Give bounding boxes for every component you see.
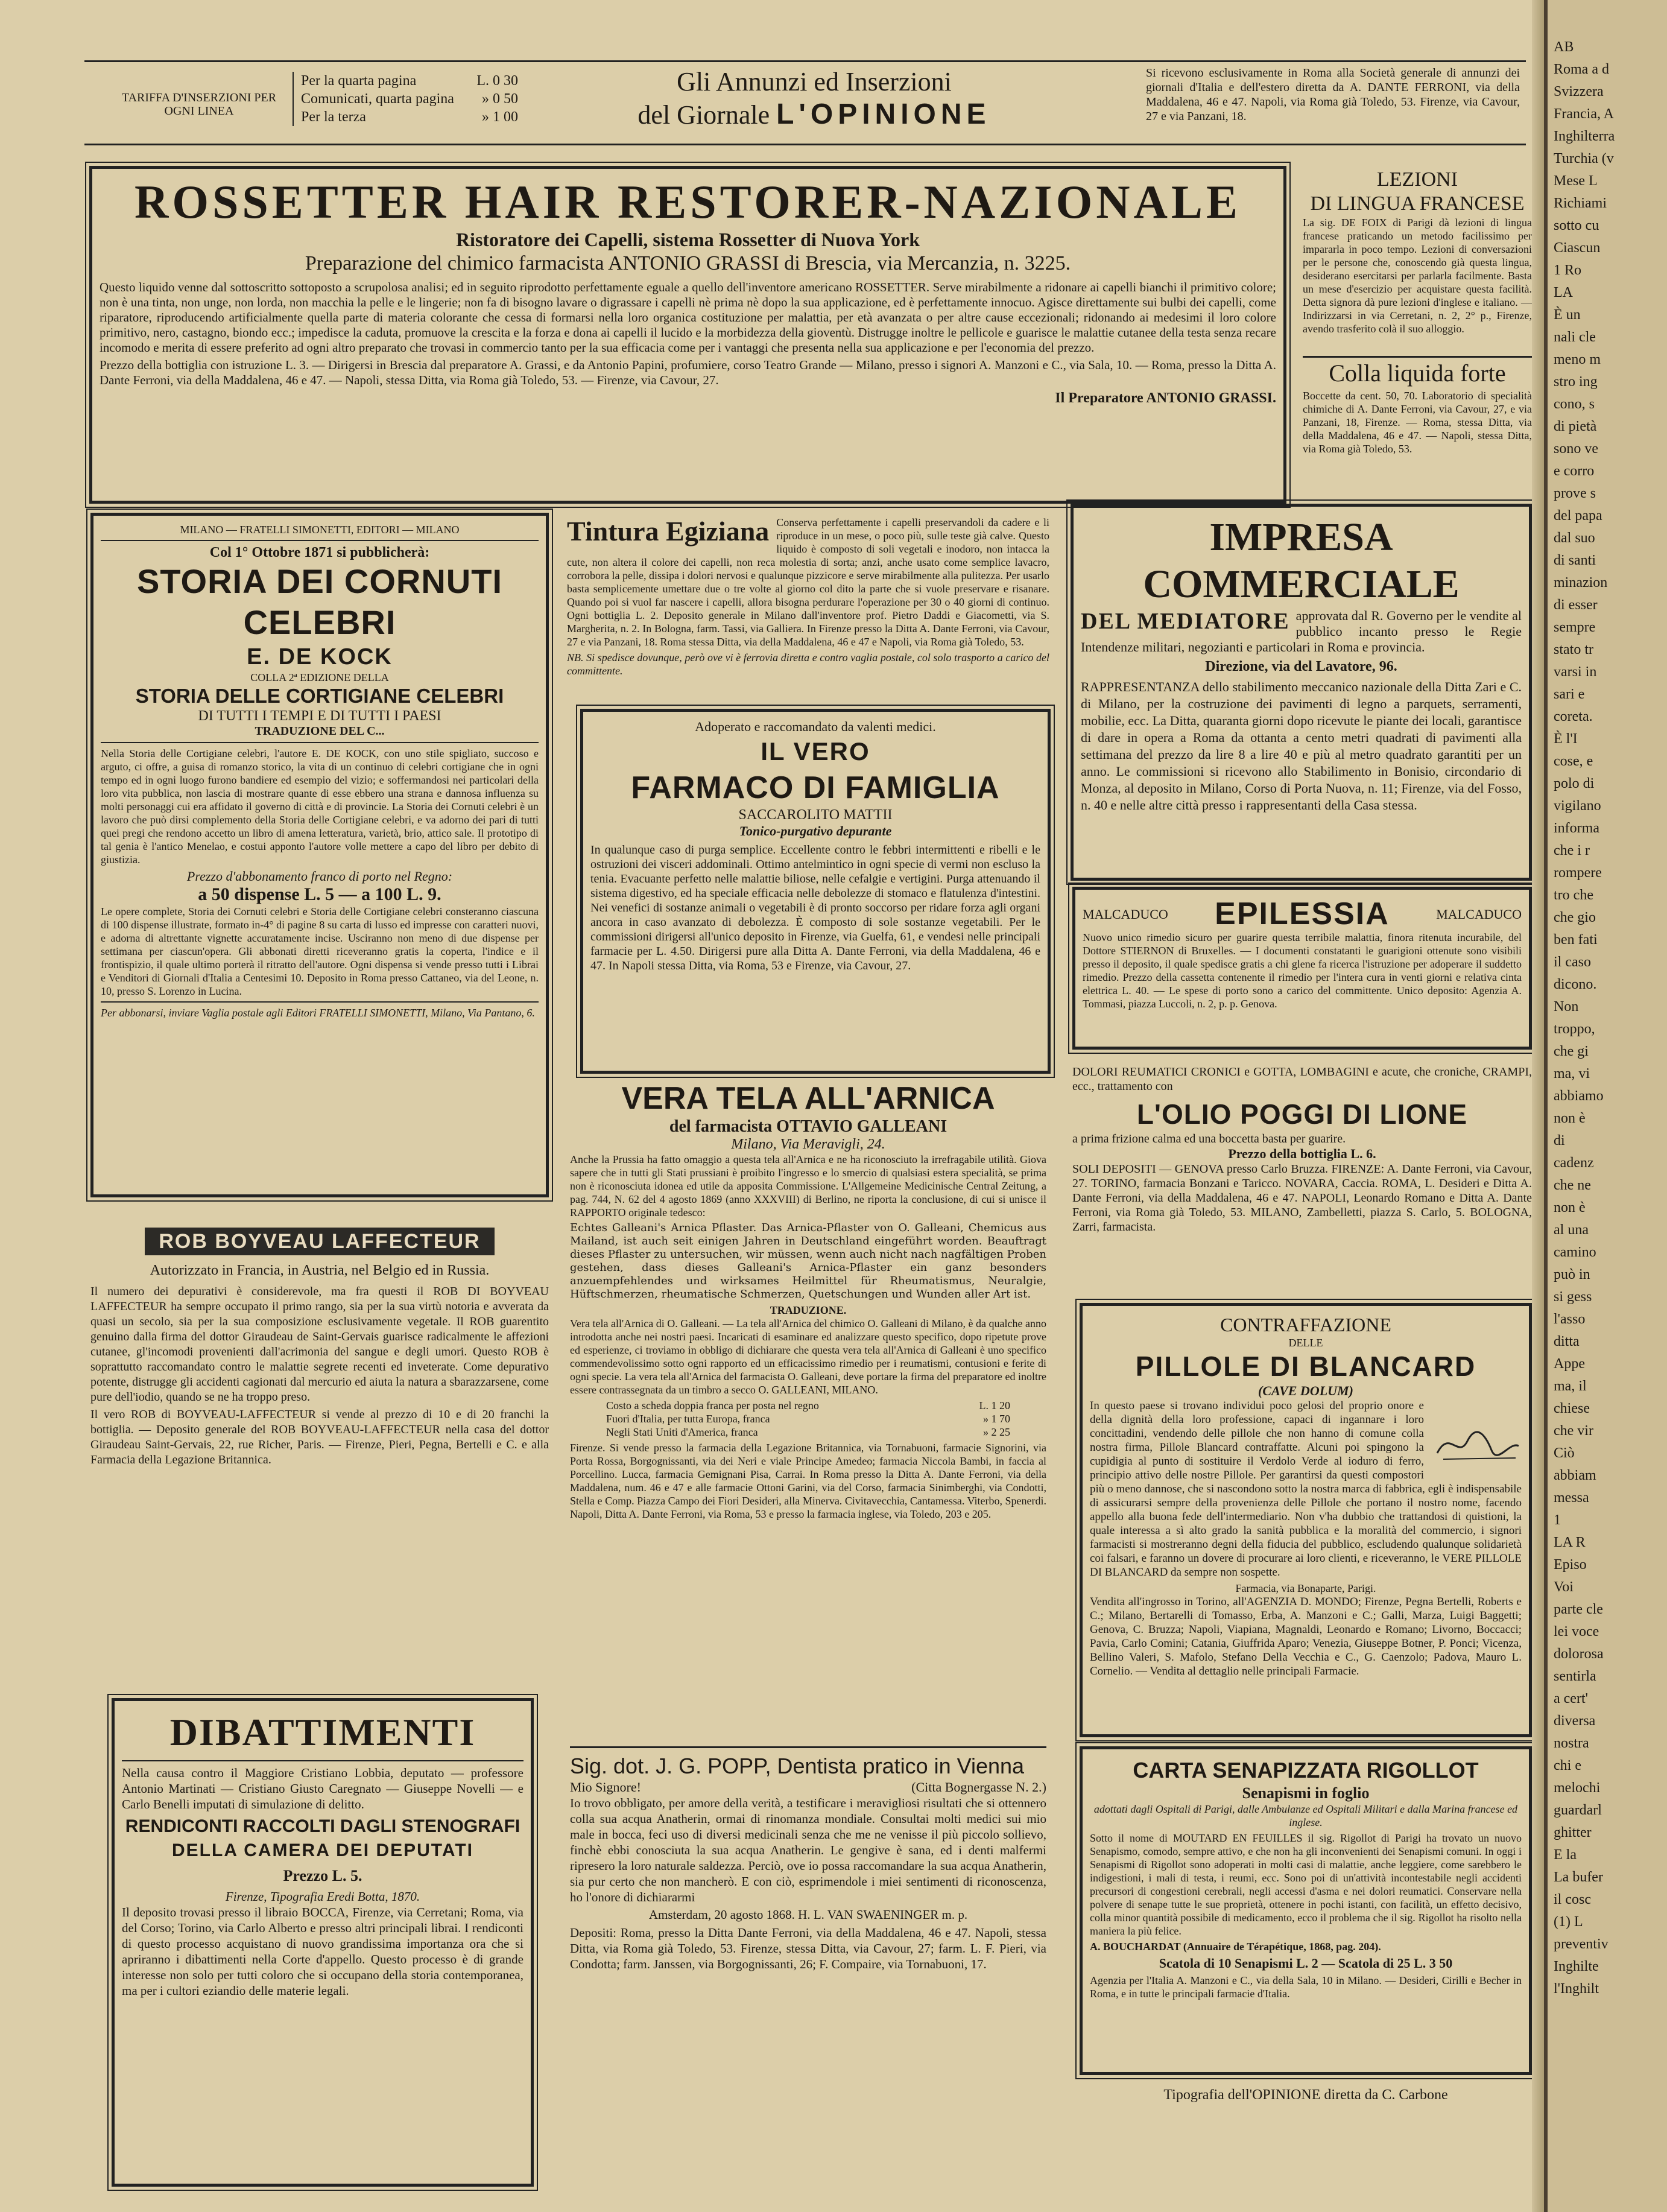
strip-line: il caso [1554, 954, 1591, 970]
impresa-del-row [1081, 608, 1522, 655]
rossetter-subtitle: Ristoratore dei Capelli, sistema Rossetter di Nuova York [455, 229, 920, 250]
page-fold [1532, 0, 1545, 2212]
strip-line: cadenz [1554, 1155, 1594, 1171]
arnica-costs [606, 1399, 1010, 1439]
strip-line: chi e [1554, 1758, 1581, 1773]
cornuti-body: Nella Storia delle Cortigiane celebri, l'autore E. DE KOCK, con uno stile spigliato, succoso e arguto, ci offre, a guisa di romanzo storico, la vita di un continuo di celebri cortigiane che in ogni tempo ed in ogni luogo furono bandiere ed esempio del vizio; e soffermandosi nei particolari della loro vita pubblica, non lascia di mostrare quante di esse ebbero una strana e dannosa influenza su molti personaggi cui era affidato il governo di città e di provincie. La Storia dei Cornuti celebri è un lavoro che può dirsi complemento della Storia delle Cortigiane celebri, e va adorno dei pari di tutti quei pregi che rendono accetto un libro di amena letteratura, varietà, brio, attico sale. Il prototipo di tal genia è l'antico Menelao, e costui apponto l'autore volle mettere a capo del libro per debito di giustizia. [101, 747, 539, 866]
strip-line: di santi [1554, 553, 1596, 568]
arnica-body: Anche la Prussia ha fatto omaggio a questa tela all'Arnica e ne ha riconosciuto la irrefragabile utilità. Giova sapere che in tutti gli Stati prussiani è proibito l'ingresso e lo smercio di qualsiasi estera specialità, se prima non è riconosciuta idonea ed utile da apposita Commissione. L'Allgemeine Medicinische Central Zeitung, a pag. 744, N. 62 del 4 agosto 1869 (anno XXXVIII) di Berlino, ne riporta la conclusione, di cui si unisce il RAPPORTO originale tedesco: [570, 1153, 1046, 1219]
strip-line: LA R [1554, 1535, 1586, 1550]
farmaco-maker: SACCAROLITO MATTII [738, 807, 893, 823]
impresa-del: DEL MEDIATORE [1081, 609, 1290, 634]
cost-row: Costo a scheda doppia franca per posta nel regno L. 1 20 [606, 1399, 1010, 1412]
strip-line: informa [1554, 820, 1599, 836]
strip-line: di pietà [1554, 419, 1597, 434]
impresa-title: IMPRESA COMMERCIALE [1143, 515, 1460, 606]
strip-line: Non [1554, 999, 1579, 1015]
cornuti-traduzione: TRADUZIONE DEL C... [255, 724, 385, 738]
lezioni-subtitle: DI LINGUA FRANCESE [1310, 192, 1525, 215]
arnica-title: VERA TELA ALL'ARNICA [621, 1081, 995, 1116]
lezioni-ad [1303, 168, 1532, 349]
arnica-german: Echtes Galleani's Arnica Pflaster. Das Arnica-Pflaster von O. Galleani, Chemicus aus Mailand, ist auch seit einigen Jahren in Deutschland eingeführt worden. Beauftragt dieses Pflaster zu untersuchen, wir müssen, wenn auch nicht nach nagfältigen Proben gestehen, dass dieses Galleani's Arnica-Pflaster ein ganz besonders anzuempfehlendes und wirksames Heilmittel für Rheumatismus, Neuralgie, Hüftschmerzen, rheumatische Schmerzen, Quetschungen und Wunden aller Art ist. [570, 1222, 1046, 1301]
impresa-body: RAPPRESENTANZA dello stabilimento meccanico nazionale della Ditta Zari e C. di Milano, per la costruzione dei pavimenti di legno a parquets, serramenti, mobilie, ecc. La Ditta, quaranta giorni dopo ricevute le piante dei locali, garantisce di dare in opera a Roma da ottanta a cento metri quadrati di pavimenti alla settimana del prezzo da lire 8 a lire 40 e più al metro quadrato garantiti per un anno. Le commissioni si ricevono allo Stabilimento in Bonisio, circondario di Monza, al deposito in Milano, Corso di Porta Nuova, n. 11; Firenze, via del Fosso, n. 40 e nelle altre città presso i rappresentanti della Casa stessa. [1081, 679, 1522, 813]
strip-line: dolorosa [1554, 1646, 1604, 1662]
strip-line: E la [1554, 1847, 1577, 1863]
strip-line: Turchia (v [1554, 151, 1614, 166]
farmaco-top: Adoperato e raccomandato da valenti medici. [695, 719, 936, 734]
rossetter-title: ROSSETTER HAIR RESTORER-NAZIONALE [134, 176, 1241, 228]
arnica-firenze: Firenze. Si vende presso la farmacia della Legazione Britannica, via Tornabuoni, farmacie Signorini, via Porta Rossa, Borgognissanti, via dei Neri e viale Principe Amedeo; farmacia Niccola Bambi, in faccia al Porcellino. Lucca, farmacia Gemignani Pisa, Carrai. In Roma presso la Ditta A. Dante Ferroni, via della Maddalena, num. 46 e 47 e alle farmacie Ottoni Garini, via del Corso, farmacia Sinimberghi, via Condotti, Stella e Comp. Piazza Campo dei Fiori Desideri, alla Minerva. Civitavecchia, Cantamessa. Viterbo, Spenerdi. Napoli, Ditta A. Dante Ferroni, via Roma, 53 e presso la farmacia inglese, via Toledo, 203 e 205. [570, 1442, 1046, 1520]
next-page-edge [1544, 0, 1667, 2212]
strip-line: sono ve [1554, 441, 1598, 457]
strip-line: meno m [1554, 352, 1601, 367]
strip-line: si gess [1554, 1289, 1592, 1305]
popp-addr: (Citta Bognergasse N. 2.) [911, 1779, 1046, 1795]
strip-line: ditta [1554, 1334, 1580, 1349]
cornuti-price-label: Prezzo d'abbonamento franco di porto nel Regno: [186, 869, 453, 884]
strip-line: abbiam [1554, 1468, 1596, 1483]
cornuti-title3: DI TUTTI I TEMPI E DI TUTTI I PAESI [198, 708, 441, 724]
strip-line: Ciascun [1554, 240, 1601, 256]
strip-line: di [1554, 1133, 1565, 1149]
senapizzata-agency: Agenzia per l'Italia A. Manzoni e C., via della Sala, 10 in Milano. — Desideri, Cirilli e Becher in Roma, e in tutte le principali farmacie d'Italia. [1090, 1974, 1522, 2000]
strip-line: ghitter [1554, 1825, 1592, 1840]
rob-price: Il vero ROB di BOYVEAU-LAFFECTEUR si vende al prezzo di 10 e di 20 franchi la bottiglia. — Deposito generale del ROB BOYVEAU-LAFFECTEUR nella casa del dottor Giraudeau Saint-Gervais, 22, rue Richer, Paris. — Firenze, Pieri, Pegna, Bertelli e C. e alla Farmacia della Legazione Britannica. [90, 1408, 549, 1466]
farmaco-sub: Tonico-purgativo depurante [739, 823, 892, 838]
farmaco-title: FARMACO DI FAMIGLIA [631, 770, 1000, 805]
strip-line: coreta. [1554, 709, 1593, 724]
strip-line: e corro [1554, 463, 1595, 479]
strip-line: stato tr [1554, 642, 1593, 658]
strip-line: nali cle [1554, 329, 1596, 345]
strip-line: lei voce [1554, 1624, 1599, 1640]
strip-line: Appe [1554, 1356, 1585, 1372]
arnica-sub: del farmacista OTTAVIO GALLEANI [669, 1117, 947, 1136]
popp-body: Io trovo obbligato, per amore della verità, a testificare i meravigliosi risultati che si ottennero colla sua acqua Anatherin, ormai di rinomanza mondiale. Consultai molti medici sui mio male in bocca, feci uso di diversi medicinali senza che me ne venisse il più piccolo sollievo, finchè ebbi conosciuta la sua acqua Anatherin. Le gengive è sana, ed i denti malfermi ripresero la loro naturale saldezza. Perciò, ove io possa raccomandare la sua acqua Anatherin, sia pur certo che non mancherò. E con ciò, esprimendole i miei sentimenti di riconoscenza, ho l'onore di dichiararmi [570, 1796, 1046, 1904]
strip-line: Inghilte [1554, 1959, 1599, 1974]
strip-line: polo di [1554, 776, 1595, 791]
strip-line: l'asso [1554, 1311, 1586, 1327]
strip-line: stro ing [1554, 374, 1598, 390]
blancard-top: CONTRAFFAZIONE [1220, 1314, 1391, 1336]
lezioni-title: LEZIONI [1376, 168, 1458, 191]
popp-title: Sig. dot. J. G. POPP, Dentista pratico in Vienna [570, 1754, 1025, 1778]
strip-line: dicono. [1554, 977, 1597, 992]
senapizzata-sub: Senapismi in foglio [1242, 1784, 1370, 1802]
strip-line: minazion [1554, 575, 1608, 591]
blancard-title: PILLOLE DI BLANCARD [1135, 1351, 1476, 1382]
strip-line: del papa [1554, 508, 1602, 524]
popp-sign: Amsterdam, 20 agosto 1868. H. L. VAN SWAENINGER m. p. [648, 1907, 968, 1922]
poggi-price: Prezzo della bottiglia L. 6. [1228, 1146, 1376, 1161]
strip-line: non è [1554, 1200, 1586, 1215]
epilessia-body: Nuovo unico rimedio sicuro per guarire questa terribile malattia, finora ritenuta incurabile, del Dottore STIERNON di Bruxelles. — I documenti constatanti le guarigioni ottenute sono visibili presso il deposito, il quale spedisce gratis a chi glene fa ricerca l'istruzione per adoperare il suddetto rimedio. Prezzo della cassetta contenente il rimedio per l'intera cura in venti giorni e relativa cinta elettrica L. 40. — Le spese di porto sono a carico del committente. Unico deposito: Agenzia A. Tommasi, piazza Luccoli, n. 2, p. p. Genova. [1083, 931, 1522, 1010]
rossetter-ad [89, 166, 1286, 504]
popp-greet: Mio Signore! [570, 1779, 641, 1795]
dibattimenti-ad [112, 1698, 534, 2187]
rates-table [293, 72, 518, 126]
blancard-ad [1080, 1303, 1532, 1737]
strip-line: Svizzera [1554, 84, 1604, 100]
strip-line: non è [1554, 1111, 1586, 1126]
cornuti-author: E. DE KOCK [247, 644, 393, 670]
strip-line: sentirla [1554, 1669, 1596, 1684]
strip-line: prove s [1554, 486, 1596, 501]
rate-row: Comunicati, quarta pagina » 0 50 [301, 91, 518, 107]
dibattimenti-firenze: Firenze, Tipografia Eredi Botta, 1870. [225, 1889, 420, 1904]
cornuti-ad [90, 513, 549, 1197]
strip-line: (1) L [1554, 1914, 1583, 1930]
impresa-direzione: Direzione, via del Lavatore, 96. [1205, 659, 1397, 674]
epilessia-right: MALCADUCO [1436, 907, 1522, 922]
strip-line: cose, e [1554, 753, 1593, 769]
strip-line: diversa [1554, 1713, 1596, 1729]
tintura-ad [567, 516, 1049, 697]
rossetter-body: Questo liquido venne dal sottoscritto sottoposto a scrupolosa analisi; ed in seguito riprodotto perfettamente eguale a quello dell'inventore americano ROSSETTER. Serve mirabilmente a ridonare ai capelli bianchi il primitivo colore; non è una tinta, non unge, non lorda, non macchia la pelle e le lingerie; non fa di bisogno lavare o digrassare i capelli nè prima nè dopo la sua applicazione, ed è perfettamente innocuo. Agisce direttamente sui bulbi dei capelli, come riparatore, riproducendo artificialmente quella parte di materia colorante che cessa di formarsi nella loro organica costituzione per malattia, per età avanzata o per altre cause eccezionali; ridonando ai medesimi il loro colore primitivo, nero, castagno, biondo ecc.; impedisce la caduta, promuove la crescita e la forza e dona ai capelli il lucido e la morbidezza della gioventù. Distrugge inoltre le pellicole e guarisce le malattie cutanee della testa senza recare incomodo e merita di essere preferito ad ogni altro preparato che trovasi in commercio tanto per la sua efficacia come per i vantaggi che presenta nella sua applicazione e per l'economia del prezzo. [100, 280, 1276, 355]
tintura-body: Conserva perfettamente i capelli preservandoli da cadere e li riproduce in un mese, o poco più, sulle teste già calve. Questo liquido è composto di soli vegetali e inodoro, non intacca la cute, non altera il colore dei capelli, non reca molestia di sorta; anzi, anche usato come semplice lavacro, corrobora la pelle, dissipa i dolori nervosi e qualunque pizzicore e serve mirabilmente alla pulitezza. Per usarlo basta semplicemente umettare due o tre volte al giorno col dito la parte che si vuole preservare e risanare. Quando poi si vuol far nascere i capelli, allora bisogna perdurare l'operazione per 30 o 40 giorni di continuo. Ogni bottiglia L. 2. Deposito generale in Milano dall'inventore prof. Pietro Daddi e Giacometti, via S. Margherita, n. 2. In Bologna, farm. Tassi, via Galliera. In Firenze presso la Ditta A. Dante Ferroni, via Cavour, 27 e via Panzani, 18. Roma stessa Ditta, via della Maddalena, 46 e 47 e Napoli, via Roma già Toledo, 53. [567, 516, 1049, 648]
dibattimenti-title: DIBATTIMENTI [169, 1711, 476, 1754]
strip-line: melochi [1554, 1780, 1601, 1796]
strip-line: può in [1554, 1267, 1590, 1282]
epilessia-ad [1072, 887, 1532, 1050]
strip-line: messa [1554, 1490, 1589, 1506]
dibattimenti-prezzo: Prezzo L. 5. [283, 1867, 362, 1884]
popp-greet-row [570, 1779, 1046, 1795]
strip-line: 1 Ro [1554, 262, 1582, 278]
header-title-line1: Gli Annunzi ed Inserzioni [677, 67, 952, 97]
dibattimenti-rendiconti: RENDICONTI RACCOLTI DAGLI STENOGRAFI [125, 1816, 520, 1836]
poggi-sub: a prima frizione calma ed una boccetta basta per guarire. [1072, 1132, 1346, 1146]
senapizzata-cite: A. BOUCHARDAT (Annuaire de Térapétique, 1868, pag. 204). [1090, 1941, 1381, 1953]
blancard-signature [1431, 1423, 1522, 1465]
strip-line: dal suo [1554, 530, 1595, 546]
strip-line: sempre [1554, 620, 1596, 635]
blancard-farmacia: Farmacia, via Bonaparte, Parigi. [1235, 1582, 1376, 1594]
strip-line: chiese [1554, 1401, 1590, 1416]
impresa-approved: approvata dal R. Governo per le vendite al pubblico incanto presso le Regie Intendenze militari, negozianti e particolari in Roma e provincia. [1081, 608, 1522, 654]
strip-line: che ne [1554, 1177, 1591, 1193]
strip-line: ma, il [1554, 1378, 1587, 1394]
strip-line: La bufer [1554, 1869, 1603, 1885]
colla-ad [1303, 356, 1532, 509]
strip-line: a cert' [1554, 1691, 1588, 1707]
senapizzata-title: CARTA SENAPIZZATA RIGOLLOT [1133, 1758, 1479, 1783]
arnica-trad: Vera tela all'Arnica di O. Galleani. — La tela all'Arnica del chimico O. Galleani di Milano, è da qualche anno introdotta anche nei nostri paesi. Incaricati di esaminare ed analizzare questo specifico, dopo ripetute prove ed esperienze, ci troviamo in obbligo di dichiarare che questa vera tela all'Arnica di Galleani è uno specifico commendevolissimo sotto ogni rapporto ed un efficacissimo rimedio per i reumatismi, contusioni e ferite di ogni specie. La vera tela all'Arnica del farmacista O. Galleani, deve portare la firma del preparatore ed inoltre essere contrassegnata da un timbro a secco O. GALLEANI, MILANO. [570, 1317, 1046, 1396]
rob-title: ROB BOYVEAU LAFFECTEUR [145, 1228, 495, 1255]
senapizzata-body: Sotto il nome di MOUTARD EN FEUILLES il sig. Rigollot di Parigi ha trovato un nuovo Senapismo, comodo, sempre attivo, e che non ha gli inconvenienti dei Senapismi comuni. In oggi i Senapismi di Rigollot sono adoperati in molti casi di malattie, anche leggiere, come sarebbero le indigestioni, i mali di testa, i reumi, ecc. Sono poi di un'attività incontestabile negli accidenti precursori di congestioni cerebrali, negli accessi d'asma e nei dolori reumatici. Conservare nella polvere di senape tutte le sue proprietà, ottenere in pochi istanti, con facilità, un effetto decisivo, colla minor quantità possibile di medicamento, ecco il problema che il sig. Rigollot ha risolto nella maniera la più felice. [1090, 1832, 1522, 1937]
farmaco-il-vero: IL VERO [761, 737, 870, 765]
strip-line: LA [1554, 285, 1573, 300]
strip-line: tro che [1554, 887, 1593, 903]
strip-line: sari e [1554, 686, 1585, 702]
strip-line: AB [1554, 39, 1574, 55]
poggi-body: SOLI DEPOSITI — GENOVA presso Carlo Bruzza. FIRENZE: A. Dante Ferroni, via Cavour, 27. TORINO, farmacia Bonzani e Taricco. NOVARA, Caccia. ROMA, L. Desideri e Ditta A. Dante Ferroni, via della Maddalena, 46 e 47. NAPOLI, Leonardo Romano e Ditta A. Dante Ferroni, via Roma già Toledo, 53. MILANO, Zambelletti, piazza S. Carlo, 5. BOLOGNA, Zarri, farmacista. [1072, 1162, 1532, 1234]
colla-title: Colla liquida forte [1329, 360, 1506, 387]
strip-line: rompere [1554, 865, 1602, 881]
senapizzata-price: Scatola di 10 Senapismi L. 2 — Scatola di 25 L. 3 50 [1159, 1956, 1453, 1971]
strip-line: È un [1554, 307, 1581, 323]
strip-line: cono, s [1554, 396, 1595, 412]
strip-line: varsi in [1554, 664, 1597, 680]
strip-line: Voi [1554, 1579, 1574, 1595]
strip-line: Mese L [1554, 173, 1598, 189]
rossetter-price: Prezzo della bottiglia con istruzione L. 3. — Dirigersi in Brescia dal preparatore A. Grassi, e da Antonio Papini, profumiere, corso Teatro Grande — Milano, presso i signori A. Manzoni e C., via Sala, 10. — Roma, presso la Ditta A. Dante Ferroni, via della Maddalena, 46 e 47. — Napoli, stessa Ditta, via Roma già Toledo, 53. — Firenze, via Cavour, 27. [100, 358, 1276, 387]
header-title-line2: del Giornale L'OPINIONE [637, 98, 991, 130]
poggi-title: L'OLIO POGGI DI LIONE [1136, 1098, 1468, 1130]
blancard-body: In questo paese si trovano individui poco gelosi del proprio onore e della dignità della loro professione, capaci di ingannare i loro concittadini, vendendo delle pillole che non hanno di comune colla nostra firma, Pillole Blancard contraffatte. Alcuni poi spingono la cupidigia al punto di sostituire il Verdolo Verde al ioduro di ferro, principio attivo delle nostre Pillole. Per garantirsi da questi compostori più o meno dannose, che si nascondono sotto la nostra marca di fabbrica, egli è indispensabile di assicurarsi sempre della provenienza delle Pillole che portano il nostro nome, facendo appello alla buona fede dell'intermediario. Non v'ha dubbio che trattandosi di quistioni, la quale interessa a sì alto grado la sanità pubblica e la moralità del commercio, i signori farmacisti si mostreranno degni della fiducia del pubblico, escludendo qualunque solidarietà coi falsari, e faranno un dovere di procurare ai loro clienti, e riceveranno, le VERE PILLOLE DI BLANCARD da sempre non sospette. [1090, 1399, 1522, 1579]
strip-line: guardarl [1554, 1802, 1602, 1818]
impresa-ad [1071, 504, 1532, 881]
paper-name: L'OPINIONE [776, 98, 991, 130]
rob-body: Il numero dei depurativi è considerevole, ma fra questi il ROB DI BOYVEAU LAFFECTEUR ha sempre occupato il primo rango, sia per la sua virtù notoria e avverata da quasi un secolo, sia per la sua composizione esclusivamente vegetale. Il ROB guarentito genuino dalla firma del dottor Giraudeau de Saint-Gervais guarisce radicalmente le affezioni cutanee, gl'incomodi provenienti dall'acrimonia del sangue e degli umori. Questo ROB è soprattutto raccomandato contro le malattie segrete recenti ed inveterate. Come depurativo potente, distrugge gli accidenti cagionati dal mercurio ed aiuta la natura a sbarazzarsene, come pure dell'iodio, quando se ne ha troppo preso. [90, 1285, 549, 1404]
strip-line: È l'I [1554, 731, 1578, 747]
strip-line: troppo, [1554, 1021, 1595, 1037]
strip-line: l'Inghilt [1554, 1981, 1599, 1997]
header-title [531, 66, 1098, 132]
strip-line: abbiamo [1554, 1088, 1604, 1104]
blancard-delle: DELLE [1288, 1337, 1323, 1349]
strip-line: al una [1554, 1222, 1589, 1238]
rate-row: Per la quarta pagina L. 0 30 [301, 73, 518, 89]
strip-line: Episo [1554, 1557, 1587, 1573]
dibattimenti-body: Il deposito trovasi presso il libraio BOCCA, Firenze, via Cerretani; Roma, via del Corso; Torino, via Carlo Alberto e presso altri principali librai. I rendiconti di questo processo acquistano di nuovo grandissima importanza ora che si apriranno i dibattimenti nella Corte d'appello. Questo processo è di grande interesse non solo per tutti coloro che si occupano della storia contemporanea, ma per i cultori eziandio delle materie legali. [122, 1905, 524, 1998]
strip-line: parte cle [1554, 1602, 1603, 1617]
tintura-nb: NB. Si spedisce dovunque, però ove vi è ferrovia diretta e contro vaglia postale, col solo trasporto a carico del committente. [567, 651, 1049, 677]
lezioni-body: La sig. DE FOIX di Parigi dà lezioni di lingua francese praticando un metodo facilissimo per impararla in poco tempo. Lezioni di conversazioni per le persone che, conoscendo già questa lingua, desiderano esercitarsi per parlarla facilmente. Basta un mese d'esercizio per acquistare questa facilità. Detta signora dà pure lezioni d'inglese e italiano. — Indirizzarsi in via Cerretani, n. 2, 2° p., Firenze, avendo trasferito colà il suo alloggio. [1303, 217, 1532, 335]
strip-line: di esser [1554, 597, 1598, 613]
strip-line: che gio [1554, 910, 1596, 925]
farmaco-ad [580, 709, 1051, 1074]
cornuti-title2: STORIA DELLE CORTIGIANE CELEBRI [135, 685, 504, 707]
dibattimenti-intro: Nella causa contro il Maggiore Cristiano Lobbia, deputato — professore Antonio Martinati — Cristiano Giusto Caregnato — Giuseppe Novelli — e Carlo Benelli imputati di simulazione di delitto. [122, 1766, 524, 1811]
rob-auth: Autorizzato in Francia, in Austria, nel Belgio ed in Russia. [150, 1263, 490, 1278]
strip-line: preventiv [1554, 1936, 1608, 1952]
cornuti-date: Col 1° Ottobre 1871 si pubblicherà: [209, 545, 430, 560]
strip-line: Francia, A [1554, 106, 1614, 122]
rate-row: Per la terza » 1 00 [301, 109, 518, 125]
strip-line: Ciò [1554, 1445, 1575, 1461]
strip-line: nostra [1554, 1735, 1589, 1751]
poggi-top: DOLORI REUMATICI CRONICI e GOTTA, LOMBAGINI e acute, che croniche, CRAMPI, ecc., trattamento con [1072, 1065, 1532, 1093]
strip-line: sotto cu [1554, 218, 1599, 233]
printer-footer: Tipografia dell'OPINIONE diretta da C. Carbone [1163, 2087, 1448, 2103]
strip-line: che i r [1554, 843, 1590, 858]
blancard-sub: (CAVE DOLUM) [1258, 1383, 1353, 1398]
cornuti-title: STORIA DEI CORNUTI CELEBRI [136, 562, 503, 641]
rob-ad [90, 1228, 549, 1677]
strip-line: 1 [1554, 1512, 1561, 1528]
cornuti-body2: Le opere complete, Storia dei Cornuti celebri e Storia delle Cortigiane celebri consteranno ciascuna di 100 dispense illustrate, formato in-4° di pagine 8 su carta di lusso ed impresse con caratteri nuovi, e adorna di altrettante vignette accuratamente incise. Usciranno non meno di due dispense per settimana per ciascun'opera. Gli abbonati diretti riceveranno gratis la coperta, l'indice e il frontispizio, il quale ultimo porterà il ritratto dell'autore. Ogni dispensa si vende presso tutti i Librai e Venditori di Giornali d'Italia a Centesimi 10. Deposito in Roma presso Cattaneo, via del Leone, n. 10, presso S. Lorenzo in Lucina. [101, 905, 539, 997]
popp-depositi: Depositi: Roma, presso la Ditta Dante Ferroni, via della Maddalena, 46 e 47. Napoli, stessa Ditta, via Roma già Toledo, 53. Firenze, stessa Ditta, via Cavour, 27; farm. L. F. Pieri, via Condotta; farm. Janssen, via Borgognissanti, 26; F. Compaire, via Tornabuoni, 17. [570, 1925, 1046, 1971]
epilessia-left: MALCADUCO [1083, 907, 1168, 922]
next-page-fragments [1548, 0, 1667, 2000]
strip-line: ben fati [1554, 932, 1598, 948]
rossetter-prep: Preparazione del chimico farmacista ANTONIO GRASSI di Brescia, via Mercanzia, n. 3225. [305, 252, 1071, 274]
strip-line: camino [1554, 1244, 1596, 1260]
tintura-title: Tintura Egiziana [567, 516, 770, 547]
strip-line: Inghilterra [1554, 128, 1615, 144]
poggi-ad [1072, 1065, 1532, 1294]
strip-line: Richiami [1554, 195, 1607, 211]
strip-line: Roma a d [1554, 62, 1609, 77]
arnica-trad-label: TRADUZIONE. [770, 1304, 847, 1316]
arnica-ad [570, 1080, 1046, 1734]
cost-row: Fuori d'Italia, per tutta Europa, franca » 1 70 [606, 1413, 1010, 1425]
senapizzata-ad [1080, 1746, 1532, 2075]
strip-line: il cosc [1554, 1892, 1591, 1907]
ads-header [84, 60, 1526, 145]
receive-notice: Si ricevono esclusivamente in Roma alla Società generale di annunzi dei giornali d'Italia e dell'estero diretta da A. DANTE FERRONI, via della Maddalena, 46 e 47. Napoli, via Roma già Toledo, 53. Firenze, via Cavour, 27 e via Panzani, 18. [1146, 66, 1520, 123]
strip-line: vigilano [1554, 798, 1601, 814]
popp-ad [570, 1746, 1046, 2187]
cost-row: Negli Stati Uniti d'America, franca » 2 25 [606, 1426, 1010, 1438]
dibattimenti-camera: DELLA CAMERA DEI DEPUTATI [172, 1840, 473, 1860]
colla-body: Boccette da cent. 50, 70. Laboratorio di specialità chimiche di A. Dante Ferroni, via Cavour, 27, e via Panzani, 18, Firenze. — Roma, stessa Ditta, via della Maddalena, 46 e 47. — Napoli, stessa Ditta, via Roma già Toledo, 53. [1303, 390, 1532, 455]
epilessia-head [1083, 897, 1522, 931]
senapizzata-adopt: adottati dagli Ospitali di Parigi, dalle Ambulanze ed Ospitali Militari e dalla Marina francese ed inglese. [1093, 1803, 1518, 1828]
arnica-place: Milano, Via Meravigli, 24. [731, 1136, 885, 1152]
strip-line: ma, vi [1554, 1066, 1590, 1082]
strip-line: che gi [1554, 1044, 1589, 1059]
farmaco-body: In qualunque caso di purga semplice. Eccellente contro le febbri intermittenti e ribelli e le ostruzioni dei visceri addominali. Ottimo antelmintico in ogni specie di vermi non escluso la tenia. Evacuante perfetto nelle malattie biliose, nelle cefalgie e vertigini. Purga attenuando il sistema digestivo, ed ha speciale efficacia nelle debolezze di stomaco e flatulenza d'intestini. Nei venefici di sostanze animali o vegetabili è di pronto soccorso per ridare forza agli organi ancora in caso avanzato di debolezza. È composto di sole sostanze vegetabili. Per le commissioni dirigersi all'unico deposito in Firenze, via Guelfa, 61, e vendesi nelle principali farmacie per L. 4.50. Dirigersi pure alla Ditta A. Dante Ferroni, via della Maddalena, 46 e 47. In Napoli stessa Ditta, via Roma, 53 e Firenze, via Cavour, 27. [590, 843, 1040, 972]
tariff-label: TARIFFA D'INSERZIONI PER OGNI LINEA [121, 91, 277, 118]
strip-line: che vir [1554, 1423, 1593, 1439]
cornuti-edition: COLLA 2ª EDIZIONE DELLA [250, 671, 389, 683]
cornuti-footer: Per abbonarsi, inviare Vaglia postale agli Editori FRATELLI SIMONETTI, Milano, Via Pantano, 6. [101, 1007, 535, 1019]
blancard-vendita: Vendita all'ingrosso in Torino, all'AGENZIA D. MONDO; Firenze, Pegna Bertelli, Roberts e C.; Milano, Bertarelli di Tomasso, Erba, A. Manzoni e C.; Galli, Marza, Luigi Baggetti; Genova, C. Bruzza; Napoli, Viapiana, Magnaldi, Leonardo e Romano; Livorno, Boccacci; Pavia, Carlo Comini; Catania, Giuffrida Aparo; Venezia, Giuseppe Botner, P. Ponci; Vicenza, Bellino Valeri, S. Mafolo, Stefano Della Vecchia e C., G. Caenzolo; Padova, Mauro L. Cornelio. — Vendita al dettaglio nelle principali Farmacie. [1090, 1596, 1522, 1678]
cornuti-price: a 50 dispense L. 5 — a 100 L. 9. [198, 884, 441, 904]
epilessia-title: EPILESSIA [1215, 896, 1390, 931]
rossetter-signature: Il Preparatore ANTONIO GRASSI. [1055, 390, 1276, 406]
cornuti-publisher: MILANO — FRATELLI SIMONETTI, EDITORI — MILANO [180, 524, 460, 536]
